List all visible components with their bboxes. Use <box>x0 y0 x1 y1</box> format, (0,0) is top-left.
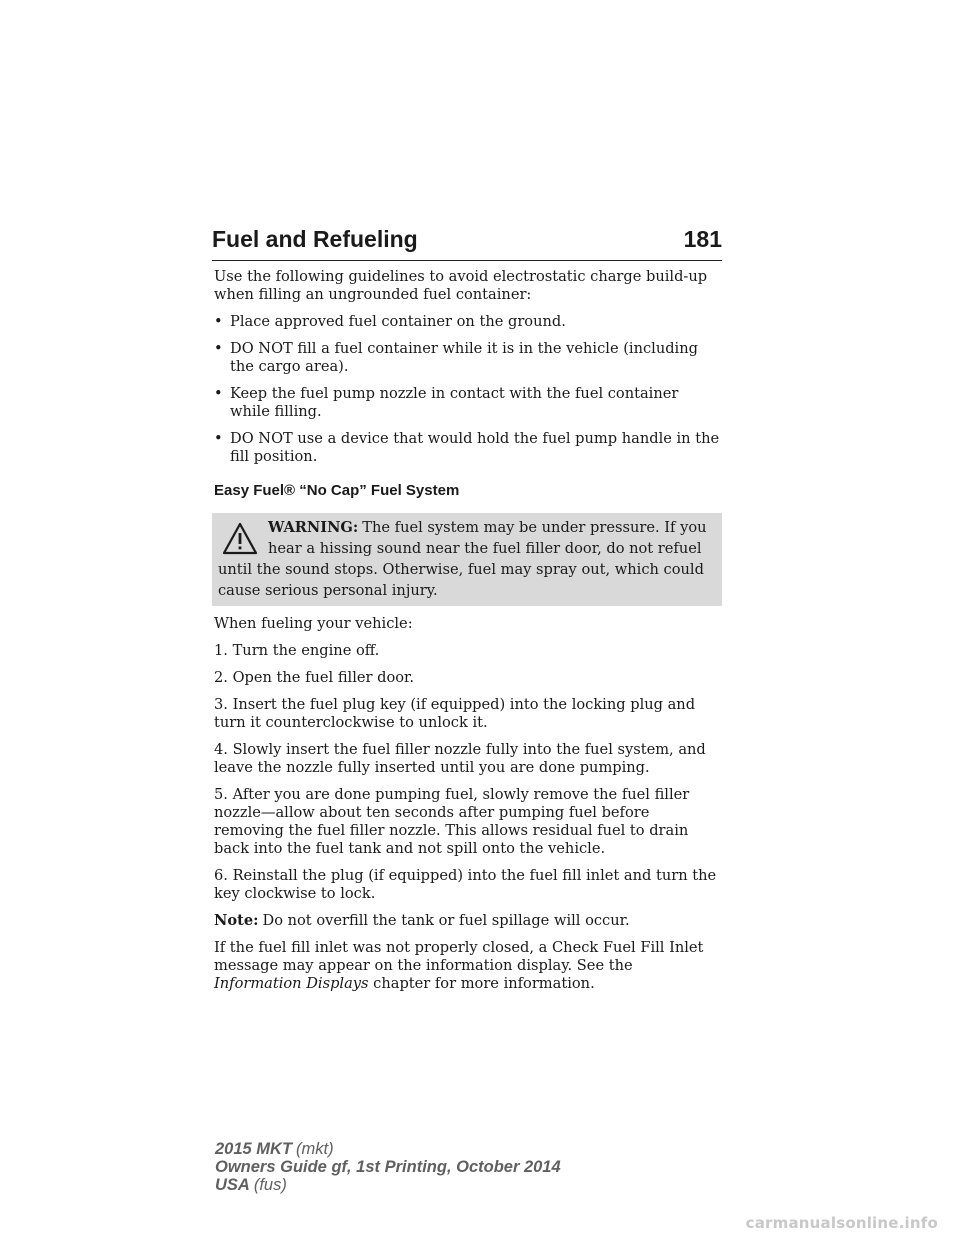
page-number: 181 <box>683 226 722 252</box>
bullet-icon: • <box>214 430 223 447</box>
list-item: • DO NOT fill a fuel container while it is in the vehicle (including the cargo area). <box>214 340 698 375</box>
bullet-icon: • <box>214 385 223 402</box>
warning-box <box>212 513 722 606</box>
step-item: 2. Open the fuel filler door. <box>214 669 415 686</box>
chapter-title: Fuel and Refueling <box>212 226 418 252</box>
intro-paragraph: Use the following guidelines to avoid electrostatic charge build-up when filling an ungrounded fuel container: <box>214 268 708 303</box>
step-item: 6. Reinstall the plug (if equipped) into the fuel fill inlet and turn the key clockwise to lock. <box>214 867 717 902</box>
list-item: • Place approved fuel container on the ground. <box>214 313 566 330</box>
list-item: • Keep the fuel pump nozzle in contact with the fuel container while filling. <box>214 385 679 420</box>
step-item: 5. After you are done pumping fuel, slowly remove the fuel filler nozzle—allow about ten seconds after pumping fuel before removing the fuel filler nozzle. This allows residual fuel to drain back into the fuel tank and not spill onto the vehicle. <box>214 786 690 857</box>
bullet-icon: • <box>214 313 223 330</box>
steps-intro: When fueling your vehicle: <box>214 615 413 632</box>
warning-label: WARNING: <box>268 519 359 536</box>
step-item: 1. Turn the engine off. <box>214 642 380 659</box>
closing-paragraph: If the fuel fill inlet was not properly closed, a Check Fuel Fill Inlet message may appear on the information display. See the Information Displays chapter for more information. <box>214 939 704 992</box>
guideline-list <box>214 313 722 466</box>
page-body <box>214 268 722 1002</box>
footer-model-line: 2015 MKT (mkt) <box>215 1140 334 1158</box>
header-rule <box>212 260 722 261</box>
bullet-icon: • <box>214 340 223 357</box>
step-item: 4. Slowly insert the fuel filler nozzle fully into the fuel system, and leave the nozzle fully inserted until you are done pumping. <box>214 741 706 776</box>
list-item: • DO NOT use a device that would hold the fuel pump handle in the fill position. <box>214 430 720 465</box>
note-text: Do not overfill the tank or fuel spillage will occur. <box>262 912 630 929</box>
warning-text: The fuel system may be under pressure. If you hear a hissing sound near the fuel filler door, do not refuel until the sound stops. Otherwise, fuel may spray out, which could cause serious personal injury. <box>218 519 707 599</box>
note-label: Note: <box>214 912 259 929</box>
footer-market-line: USA (fus) <box>215 1176 287 1194</box>
warning-triangle-icon <box>222 521 258 557</box>
note-paragraph <box>214 912 722 930</box>
chapter-reference: Information Displays <box>214 975 369 992</box>
footer-guide-line: Owners Guide gf, 1st Printing, October 2014 <box>215 1158 561 1176</box>
page-footer <box>215 1140 565 1194</box>
page-header <box>212 226 722 260</box>
section-heading: Easy Fuel® “No Cap” Fuel System <box>214 482 460 499</box>
watermark: carmanualsonline.info <box>745 1214 938 1232</box>
step-item: 3. Insert the fuel plug key (if equipped) into the locking plug and turn it counterclockwise to unlock it. <box>214 696 696 731</box>
